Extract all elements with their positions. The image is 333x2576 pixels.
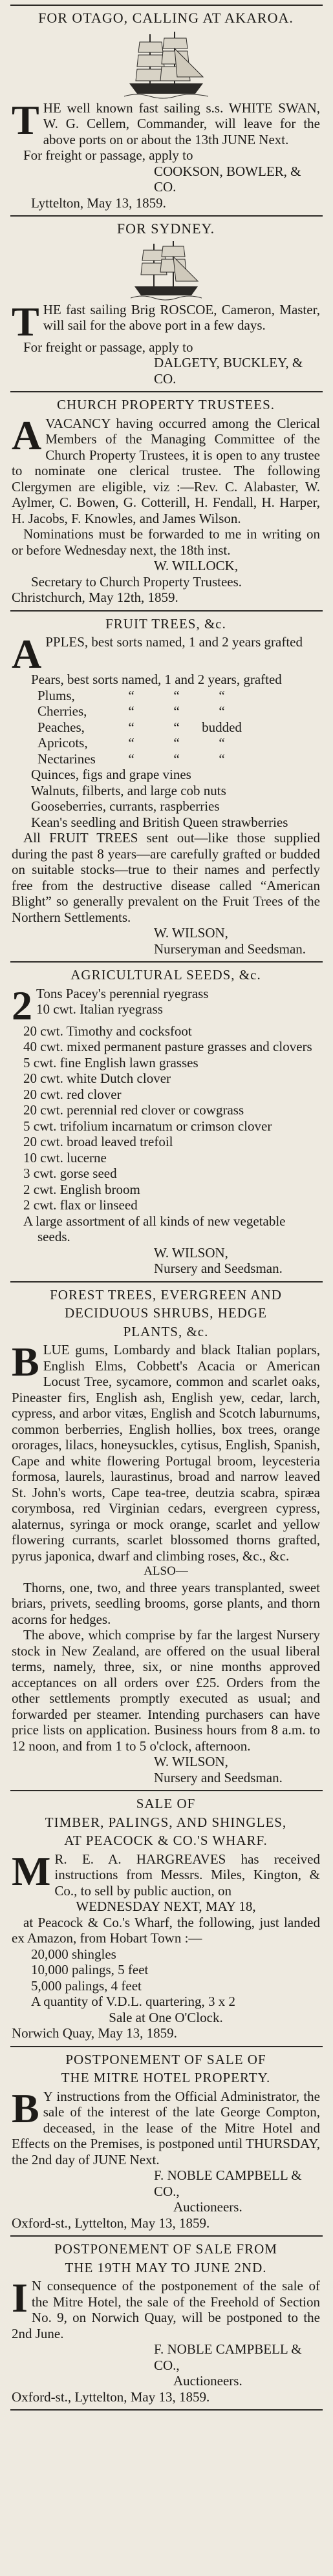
sydney-advert xyxy=(0,221,333,387)
fruit-cell: “ xyxy=(128,750,134,767)
timber-list-item: 5,000 palings, 4 feet xyxy=(31,1977,142,1994)
sydney-body: HE fast sailing Brig ROSCOE, Cameron, Master, will sail for the above port in a few days. xyxy=(43,301,320,333)
forest-advert xyxy=(0,1287,333,1786)
mitre-title: Auctioneers. xyxy=(173,2199,242,2215)
fruit-drop-cap: A xyxy=(12,631,42,677)
timber-list-item: 20,000 shingles xyxy=(31,1946,116,1962)
mitre-heading-2: THE MITRE HOTEL PROPERTY. xyxy=(61,2070,271,2085)
seeds-first: Tons Pacey's perennial ryegrass xyxy=(36,985,209,1001)
timber-list-item: A quantity of V.D.L. quartering, 3 x 2 xyxy=(31,1994,235,2009)
fruit-cell: “ xyxy=(173,719,180,735)
mitre-drop-cap: B xyxy=(12,2085,39,2131)
fruit-cell: Nectarines xyxy=(38,750,96,767)
timber-list xyxy=(12,1946,320,2010)
seed-list-item: 20 cwt. red clover xyxy=(23,1086,122,1102)
church-dateline: Christchurch, May 12th, 1859. xyxy=(12,590,178,605)
fruit-row xyxy=(12,688,320,704)
fruit-cell: “ xyxy=(173,750,180,767)
otago-freight: For freight or passage, apply to xyxy=(23,147,193,163)
fruit-cell: Peaches, xyxy=(38,719,85,735)
seeds-title: Nursery and Seedsman. xyxy=(154,1261,283,1276)
otago-dateline: Lyttelton, May 13, 1859. xyxy=(31,195,166,211)
fruit-list-item: Walnuts, filberts, and large cob nuts xyxy=(31,782,226,798)
fruit-cell: budded xyxy=(202,719,242,735)
divider xyxy=(10,215,323,217)
church-body: VACANCY having occurred among the Clerical Members of the Managing Committee of the Church Property Trustees, it is open to any trustee to nominate one clerical trustee. The following Clergymen are eligible, viz :—Rev. C. Alabaster, W. Aylmer, C. Bowen, G. Cotterill, H. Fendall, H. Harper, H. Jacobs, F. Knowles, and James Wilson. xyxy=(12,415,320,526)
fruit-signer: W. WILSON, xyxy=(154,925,228,941)
mitre-heading-1: POSTPONEMENT OF SALE OF xyxy=(65,2051,266,2067)
forest-also: ALSO— xyxy=(144,1564,188,1578)
fruit-cell: “ xyxy=(219,703,225,719)
fruit-cell: “ xyxy=(219,735,225,750)
postpone-body: N consequence of the postponement of the sale of the Mitre Hotel, the sale of the Freehold of Section No. 9, on Norwich Quay, will be postponed to the 2nd June. xyxy=(12,2278,320,2341)
fruit-cell: Plums, xyxy=(38,687,75,703)
otago-agent: COOKSON, BOWLER, & CO. xyxy=(154,163,301,195)
seed-list-item: 20 cwt. white Dutch clover xyxy=(23,1070,171,1086)
fruit-cell: “ xyxy=(128,735,134,750)
timber-advert xyxy=(0,1796,333,2041)
fruit-list xyxy=(12,767,320,830)
mitre-signer: F. NOBLE CAMPBELL & CO., xyxy=(154,2167,302,2199)
otago-body: HE well known fast sailing s.s. WHITE SWAN, W. G. Cellem, Commander, will leave for the above ports on or about the 13th JUNE Next. xyxy=(43,100,320,147)
seed-list-item: 20 cwt. Timothy and cocksfoot xyxy=(23,1023,192,1039)
divider xyxy=(10,2235,323,2237)
mitre-body: Y instructions from the Official Administrator, the sale of the interest of the late George Compton, deceased, in the lease of the Mitre Hotel and Effects on the Premises, is postponed until THURSDAY, the 2nd day of JUNE Next. xyxy=(12,2088,320,2167)
timber-heading-2: TIMBER, PALINGS, AND SHINGLES, xyxy=(45,1814,287,1830)
forest-main: The above, which comprise by far the largest Nursery stock in New Zealand, are offered on the usual liberal terms, namely, three, six, or nine months approved acceptances on all orders over £25. Orders from the other settlements promptly executed as usual; and forwarded per steamer. Intending purchasers can have price lists on application. Business hours from 8 a.m. to 12 noon, and from 1 to 5 o'clock, afternoon. xyxy=(12,1627,320,1754)
seed-list-item: 2 cwt. English broom xyxy=(23,1181,140,1197)
timber-body: R. E. A. HARGREAVES has received instructions from Messrs. Miles, Kington, & Co., to sell by public auction, on xyxy=(54,1851,320,1899)
fruit-list-item: Gooseberries, currants, raspberries xyxy=(31,798,220,814)
seed-list-item: 5 cwt. fine English lawn grasses xyxy=(23,1054,199,1070)
fruit-list-item: Quinces, figs and grape vines xyxy=(31,767,191,782)
postpone-heading-2: THE 19TH MAY TO JUNE 2ND. xyxy=(65,2259,267,2275)
timber-heading-1: SALE OF xyxy=(136,1796,196,1811)
church-heading: CHURCH PROPERTY TRUSTEES. xyxy=(56,397,275,412)
fruit-cell: “ xyxy=(128,719,134,735)
fruit-cell: Apricots, xyxy=(38,735,88,750)
seed-list-item: 20 cwt. perennial red clover or cowgrass xyxy=(23,1102,244,1118)
forest-body: LUE gums, Lombardy and black Italian poplars, English Elms, Cobbett's Acacia or American Locust Tree, sycamore, common and scarlet oaks, Pineaster firs, English ash, English yew, cedar, larch, cypress, and arbor vitæs, English and Scotch laburnums, common berberries, English hollies, box trees, orange ororages, lilacs, honeysuckles, cytisus, English, Spanish, Cape and white flowering Portugal broom, leycesteria formosa, laurels, laurastinus, broad and narrow leaved St. John's worts, Cape tea-tree, deutzia scabra, spiræa corymbosa, red Virginian cedars, evergreen cypress, alaternus, syringa or mock orange, scarlet and yellow flowering currants, scarlet blossomed thorns grafted, pyrus japonica, dwarf and climbing roses, &c., &c. xyxy=(12,1342,320,1564)
fruit-cell: “ xyxy=(128,687,134,703)
church-signer: W. WILLOCK, xyxy=(154,558,239,573)
fruit-cell: “ xyxy=(173,687,180,703)
church-advert xyxy=(0,397,333,606)
bottom-rule xyxy=(10,2409,323,2411)
fruit-row xyxy=(12,735,320,751)
brig-illustration xyxy=(131,240,202,301)
church-title: Secretary to Church Property Trustees. xyxy=(31,573,242,590)
fruit-cell: “ xyxy=(219,687,225,703)
forest-drop-cap: B xyxy=(12,1339,39,1385)
seeds-drop-cap: 2 xyxy=(12,982,32,1028)
seeds-list xyxy=(12,1023,320,1245)
top-rule xyxy=(10,5,323,6)
otago-drop-cap: T xyxy=(12,96,39,143)
fruit-list-item: Kean's seedling and British Queen strawberries xyxy=(31,814,288,830)
sydney-agent: DALGETY, BUCKLEY, & CO. xyxy=(154,355,303,387)
timber-dateline: Norwich Quay, May 13, 1859. xyxy=(12,2025,177,2041)
fruit-advert xyxy=(0,616,333,957)
postpone-advert xyxy=(0,2241,333,2405)
church-nominations: Nominations must be forwarded to me in writing on or before Wednesday next, the 18th inst. xyxy=(12,526,320,558)
otago-advert xyxy=(0,10,333,211)
forest-heading-1: FOREST TREES, EVERGREEN AND xyxy=(50,1286,282,1303)
seeds-signer: W. WILSON, xyxy=(154,1244,228,1261)
fruit-cell: Cherries, xyxy=(38,703,87,719)
fruit-row xyxy=(12,751,320,767)
fruit-intro: PPLES, best sorts named, 1 and 2 years grafted xyxy=(45,634,303,650)
fruit-cell: “ xyxy=(219,750,225,767)
seeds-advert xyxy=(0,967,333,1277)
forest-heading-3: PLANTS, &c. xyxy=(123,1323,209,1339)
church-drop-cap: A xyxy=(12,412,42,458)
fruit-ditto-table xyxy=(12,688,320,767)
divider xyxy=(10,1790,323,1791)
ship-illustration xyxy=(124,29,208,99)
postpone-drop-cap: I xyxy=(12,2275,28,2321)
seed-list-item: 40 cwt. mixed permanent pasture grasses and clovers xyxy=(23,1039,312,1054)
postpone-signer: F. NOBLE CAMPBELL & CO., xyxy=(154,2341,302,2373)
otago-heading: FOR OTAGO, CALLING AT AKAROA. xyxy=(38,10,294,26)
seed-list-item: 20 cwt. broad leaved trefoil xyxy=(23,1134,173,1149)
forest-heading-2: DECIDUOUS SHRUBS, HEDGE xyxy=(65,1305,267,1321)
fruit-cell: “ xyxy=(173,703,180,719)
mitre-dateline: Oxford-st., Lyttelton, May 13, 1859. xyxy=(12,2215,210,2231)
timber-list-item: 10,000 palings, 5 feet xyxy=(31,1962,149,1977)
fruit-row xyxy=(12,719,320,736)
seed-list-item: 2 cwt. flax or linseed xyxy=(23,1197,138,1213)
timber-date: WEDNESDAY NEXT, MAY 18, xyxy=(76,1899,256,1914)
seeds-heading: AGRICULTURAL SEEDS, &c. xyxy=(70,967,261,983)
forest-also-body: Thorns, one, two, and three years transplanted, sweet briars, privets, seedling brooms, gorse plants, and thorn acorns for hedges. xyxy=(12,1579,320,1627)
divider xyxy=(10,961,323,963)
fruit-cell: “ xyxy=(173,735,180,750)
sydney-drop-cap: T xyxy=(12,298,39,345)
forest-signer: W. WILSON, xyxy=(154,1754,228,1769)
sydney-heading: FOR SYDNEY. xyxy=(116,220,215,237)
seed-list-item: 5 cwt. trifolium incarnatum or crimson clover xyxy=(23,1118,272,1134)
fruit-body: All FRUIT TREES sent out—like those supplied during the past 8 years—are carefully grafted or budded on suitable stocks—true to their names and perfectly free from the destructive disease called “American Blight” so generally prevalent on the Fruit Trees of the Northern Settlements. xyxy=(12,830,320,925)
seed-list-item: A large assortment of all kinds of new vegetable seeds. xyxy=(23,1213,286,1244)
timber-drop-cap: M xyxy=(12,1847,51,1894)
timber-time: Sale at One O'Clock. xyxy=(109,2009,223,2025)
seeds-second: 10 cwt. Italian ryegrass xyxy=(36,1001,163,1017)
divider xyxy=(10,391,323,392)
seed-list-item: 10 cwt. lucerne xyxy=(23,1149,107,1166)
postpone-dateline: Oxford-st., Lyttelton, May 13, 1859. xyxy=(12,2389,210,2405)
seed-list-item: 3 cwt. gorse seed xyxy=(23,1166,117,1181)
postpone-title: Auctioneers. xyxy=(173,2373,242,2389)
fruit-heading: FRUIT TREES, &c. xyxy=(105,615,226,632)
timber-heading-3: AT PEACOCK & CO.'S WHARF. xyxy=(64,1833,268,1848)
divider xyxy=(10,1281,323,1283)
fruit-pears: Pears, best sorts named, 1 and 2 years, grafted xyxy=(31,672,282,687)
divider xyxy=(10,610,323,612)
fruit-title: Nurseryman and Seedsman. xyxy=(154,941,306,957)
divider xyxy=(10,2046,323,2047)
timber-where: at Peacock & Co.'s Wharf, the following, just landed ex Amazon, from Hobart Town :— xyxy=(12,1914,320,1946)
mitre-advert xyxy=(0,2052,333,2231)
postpone-heading-1: POSTPONEMENT OF SALE FROM xyxy=(54,2241,277,2257)
forest-title: Nursery and Seedsman. xyxy=(154,1769,283,1785)
fruit-cell: “ xyxy=(128,703,134,719)
sydney-freight: For freight or passage, apply to xyxy=(23,339,193,355)
fruit-row xyxy=(12,703,320,719)
